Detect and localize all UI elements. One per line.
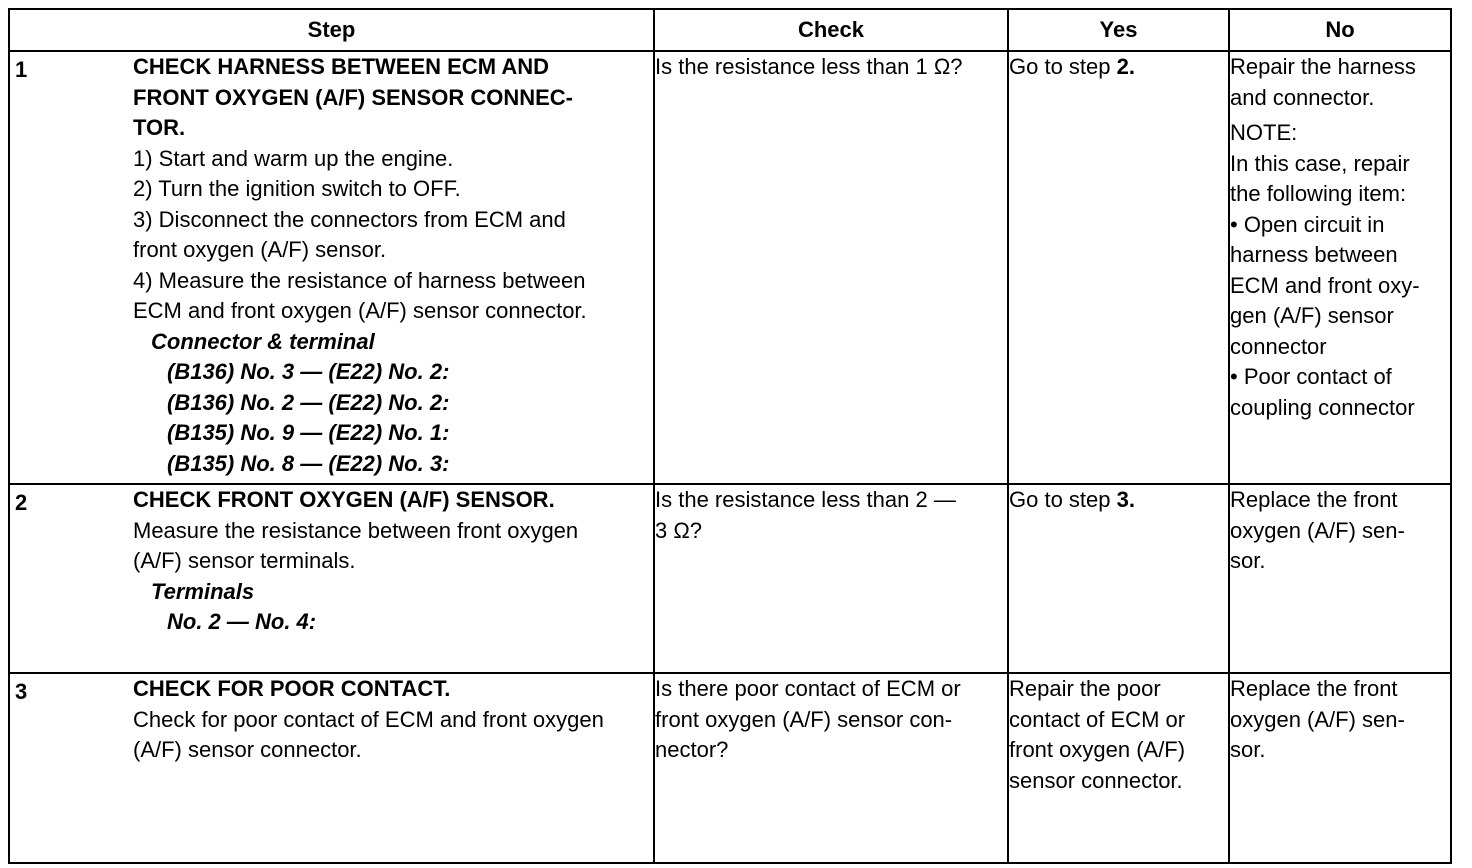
step-title-line: FRONT OXYGEN (A/F) SENSOR CONNEC- [133, 84, 574, 110]
step-title-line: CHECK HARNESS BETWEEN ECM AND [133, 54, 549, 79]
yes-text: Repair the poor [1009, 676, 1161, 701]
header-check: Check [654, 9, 1008, 51]
yes-text: sensor connector. [1009, 767, 1183, 793]
yes-cell-1 [1008, 51, 1229, 484]
yes-cell-2 [1008, 484, 1229, 673]
step-cell-1 [9, 51, 654, 484]
spec-item: (B135) No. 9 — (E22) No. 1: [167, 420, 450, 445]
yes-text: contact of ECM or [1009, 706, 1186, 732]
no-cell-3 [1229, 673, 1451, 863]
note-text: harness between [1230, 242, 1398, 267]
step-instruction: Check for poor contact of ECM and front oxygen [133, 706, 604, 732]
check-text: Is there poor contact of ECM or [655, 676, 961, 701]
yes-cell-3 [1008, 673, 1229, 863]
no-cell-2 [1229, 484, 1451, 673]
step-instruction: Measure the resistance between front oxygen [133, 517, 579, 543]
spec-label: Terminals [151, 578, 255, 604]
no-text: sor. [1230, 737, 1266, 762]
step-number: 1 [15, 57, 28, 82]
note-text: the following item: [1230, 181, 1407, 206]
step-instruction: 2) Turn the ignition switch to OFF. [133, 176, 461, 201]
check-text: nector? [655, 737, 729, 762]
check-text: 3 Ω? [655, 517, 703, 543]
step-title-line: CHECK FRONT OXYGEN (A/F) SENSOR. [133, 487, 555, 512]
note-label: NOTE: [1230, 120, 1298, 145]
step-cell-3 [9, 673, 654, 863]
spec-item: (B136) No. 3 — (E22) No. 2: [167, 359, 450, 384]
spec-item: (B136) No. 2 — (E22) No. 2: [167, 389, 450, 415]
diagnostic-table [8, 8, 1452, 864]
no-text: oxygen (A/F) sen- [1230, 517, 1405, 543]
step-instruction: 3) Disconnect the connectors from ECM and [133, 206, 566, 232]
check-cell-2 [654, 484, 1008, 673]
header-no: No [1229, 9, 1451, 51]
no-text: sor. [1230, 548, 1266, 573]
note-text: ECM and front oxy- [1230, 272, 1420, 298]
no-text: Repair the harness [1230, 54, 1416, 79]
header-step: Step [9, 9, 654, 51]
note-text: coupling connector [1230, 394, 1415, 420]
note-text: In this case, repair [1230, 150, 1410, 176]
spec-item: (B135) No. 8 — (E22) No. 3: [167, 450, 450, 476]
note-text: connector [1230, 333, 1327, 359]
check-text: Is the resistance less than 1 Ω? [655, 54, 963, 79]
yes-step-ref: 2. [1116, 54, 1135, 79]
step-title-line: CHECK FOR POOR CONTACT. [133, 676, 451, 701]
check-text: Is the resistance less than 2 — [655, 487, 956, 512]
spec-label: Connector & terminal [151, 328, 375, 354]
yes-text: front oxygen (A/F) [1009, 737, 1186, 762]
table-row-3 [9, 673, 1451, 863]
spec-item: No. 2 — No. 4: [167, 609, 317, 634]
step-title-line: TOR. [133, 115, 186, 140]
step-number: 3 [15, 679, 28, 704]
step-instruction: 4) Measure the resistance of harness between [133, 267, 586, 293]
no-cell-1 [1229, 51, 1451, 484]
header-yes: Yes [1008, 9, 1229, 51]
note-text: gen (A/F) sensor [1230, 303, 1394, 328]
table-row-1 [9, 51, 1451, 484]
no-text: Replace the front [1230, 487, 1398, 512]
no-text: Replace the front [1230, 676, 1398, 701]
step-instruction: 1) Start and warm up the engine. [133, 145, 454, 171]
check-text: front oxygen (A/F) sensor con- [655, 706, 953, 732]
step-instruction: (A/F) sensor terminals. [133, 548, 356, 573]
step-instruction: front oxygen (A/F) sensor. [133, 237, 387, 262]
yes-text: Go to step [1009, 54, 1117, 79]
table-row-2 [9, 484, 1451, 673]
no-text: oxygen (A/F) sen- [1230, 706, 1405, 732]
step-cell-2 [9, 484, 654, 673]
yes-step-ref: 3. [1116, 487, 1135, 512]
step-instruction: ECM and front oxygen (A/F) sensor connector. [133, 298, 587, 323]
step-number: 2 [15, 490, 28, 515]
check-cell-3 [654, 673, 1008, 863]
step-instruction: (A/F) sensor connector. [133, 737, 362, 762]
yes-text: Go to step [1009, 487, 1117, 512]
no-text: and connector. [1230, 84, 1375, 110]
note-text: • Poor contact of [1230, 364, 1392, 389]
note-text: • Open circuit in [1230, 211, 1385, 237]
header-row [9, 9, 1451, 51]
check-cell-1 [654, 51, 1008, 484]
